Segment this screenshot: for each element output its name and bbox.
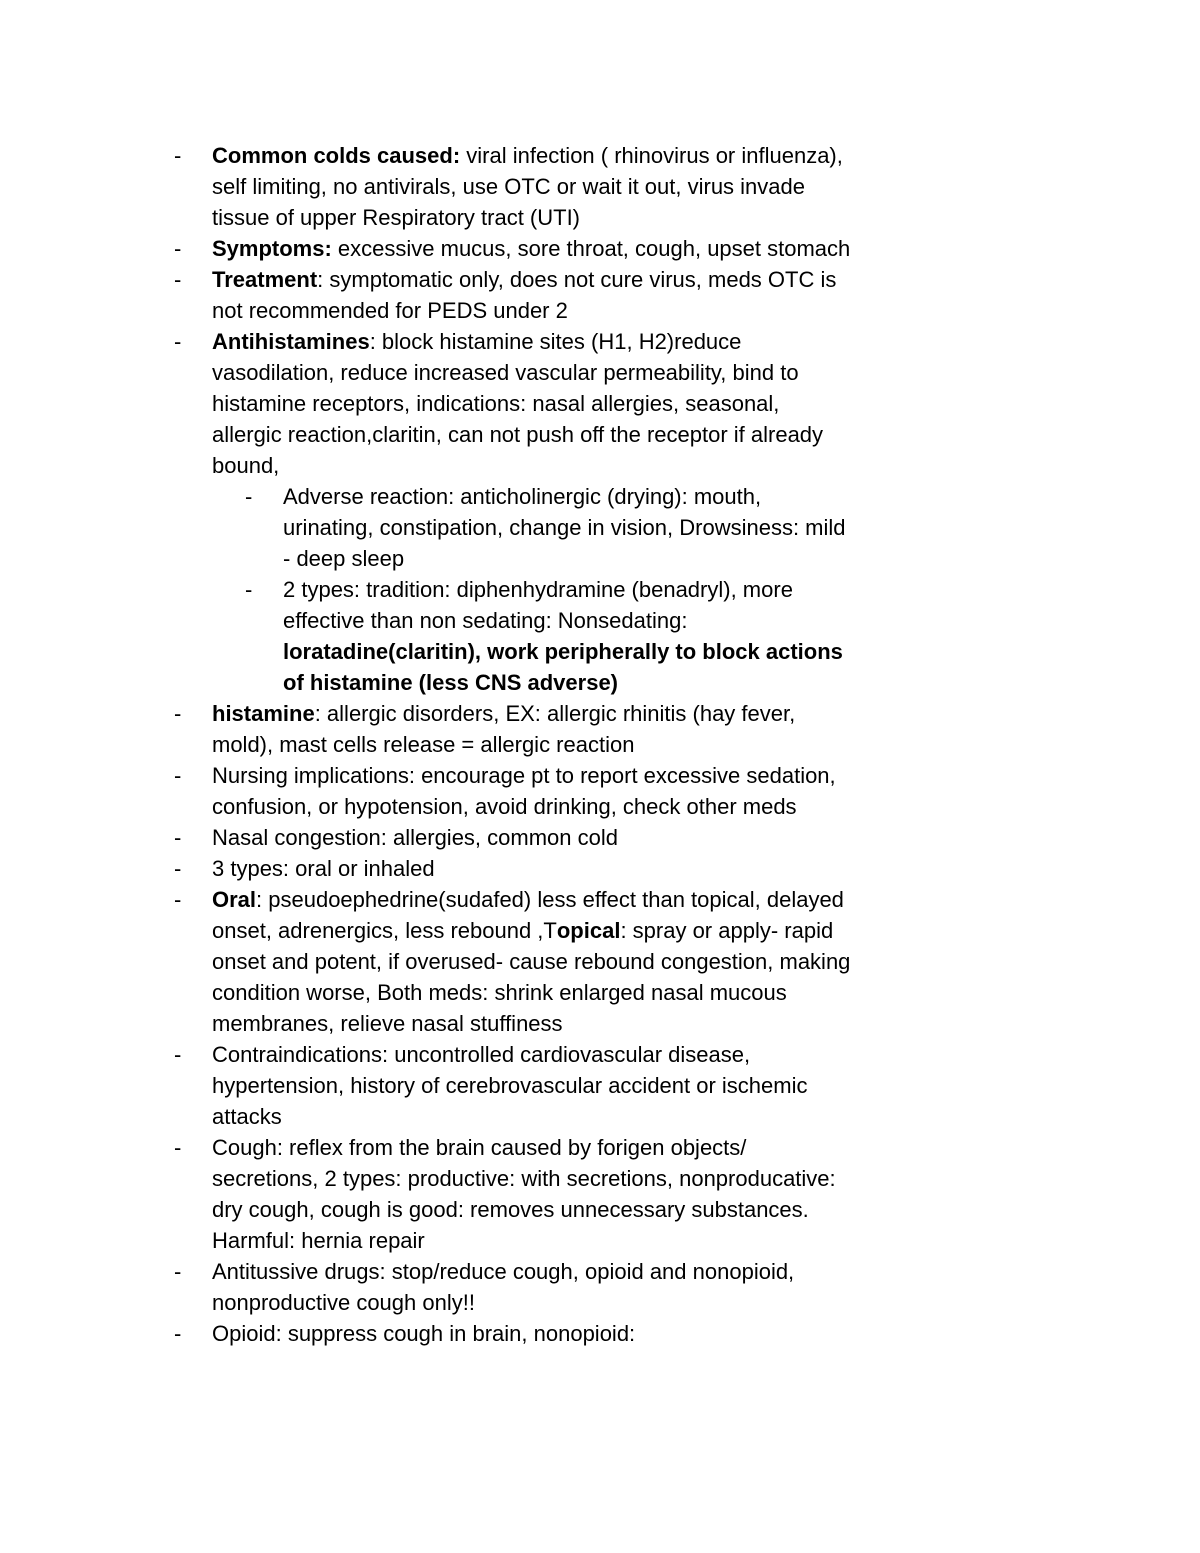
bullet-dash: - [245, 577, 253, 602]
list-item [172, 326, 852, 481]
list-item [172, 853, 852, 884]
list-item [172, 1318, 852, 1349]
body-text: : pseudoephedrine(sudafed) less effect than topical, delayed onset, adrenergics, less rebound ,T [212, 887, 844, 943]
bold-text: Symptoms: [212, 236, 332, 261]
body-text: 3 types: oral or inhaled [212, 856, 435, 881]
bullet-dash: - [174, 267, 182, 292]
body-text: Contraindications: uncontrolled cardiovascular disease, hypertension, history of cerebrovascular accident or ischemic attacks [212, 1042, 808, 1129]
bullet-dash: - [245, 484, 253, 509]
bold-text: Common colds caused: [212, 143, 461, 168]
bullet-dash: - [174, 701, 182, 726]
bold-text: loratadine(claritin), work peripherally to block actions of histamine (less CNS adverse) [283, 639, 843, 695]
body-text: : spray or apply- rapid onset and potent, if overused- cause rebound congestion, making condition worse, Both meds: shrink enlarged nasal mucous membranes, relieve nasal stuffiness [212, 918, 851, 1036]
list-item [172, 1256, 852, 1318]
bullet-dash: - [174, 1259, 182, 1284]
bullet-dash: - [174, 856, 182, 881]
list-item [172, 1039, 852, 1132]
list-item [172, 233, 852, 264]
list-item [172, 760, 852, 822]
list-item [172, 1132, 852, 1256]
body-text: Adverse reaction: anticholinergic (drying): mouth, urinating, constipation, change in vision, Drowsiness: mild - deep sleep [283, 484, 846, 571]
bold-text: Oral [212, 887, 257, 912]
list-item [172, 884, 852, 1039]
body-text: Nasal congestion: allergies, common cold [212, 825, 618, 850]
bullet-dash: - [174, 236, 182, 261]
body-text: : symptomatic only, does not cure virus, meds OTC is not recommended for PEDS under 2 [212, 267, 837, 323]
sub-list-item [243, 481, 852, 574]
body-text: : allergic disorders, EX: allergic rhinitis (hay fever, mold), mast cells release = allergic reaction [212, 701, 796, 757]
body-text: Opioid: suppress cough in brain, nonopioid: [212, 1321, 636, 1346]
body-text: excessive mucus, sore throat, cough, upset stomach [331, 236, 851, 261]
bold-text: Antihistamines [212, 329, 370, 354]
bullet-list [172, 140, 852, 1349]
bold-text: Treatment [212, 267, 318, 292]
body-text: viral infection ( rhinovirus or influenza), self limiting, no antivirals, use OTC or wait it out, virus invade tissue of upper Respiratory tract (UTI) [212, 143, 843, 230]
body-text: Nursing implications: encourage pt to report excessive sedation, confusion, or hypotension, avoid drinking, check other meds [212, 763, 836, 819]
bullet-dash: - [174, 143, 182, 168]
bullet-dash: - [174, 1042, 182, 1067]
sub-list-item [243, 574, 852, 698]
bullet-dash: - [174, 887, 182, 912]
bold-text: opical [556, 918, 621, 943]
body-text: 2 types: tradition: diphenhydramine (benadryl), more effective than non sedating: Nonsedating: [283, 577, 793, 633]
bullet-dash: - [174, 1321, 182, 1346]
list-item [172, 140, 852, 233]
list-item [172, 822, 852, 853]
bold-text: histamine [212, 701, 315, 726]
body-text: Cough: reflex from the brain caused by forigen objects/ secretions, 2 types: productive: with secretions, nonproducative: dry cough, cough is good: removes unnecessary substances. Harmful: hernia repair [212, 1135, 836, 1253]
body-text: : block histamine sites (H1, H2)reduce vasodilation, reduce increased vascular permeability, bind to histamine receptors, indications: nasal allergies, seasonal, allergic reaction,claritin, can not push off the receptor if already bound, [212, 329, 824, 478]
bullet-dash: - [174, 1135, 182, 1160]
list-item [172, 698, 852, 760]
bullet-dash: - [174, 825, 182, 850]
list-item [172, 264, 852, 326]
bullet-dash: - [174, 329, 182, 354]
bullet-dash: - [174, 763, 182, 788]
body-text: Antitussive drugs: stop/reduce cough, opioid and nonopioid, nonproductive cough only!! [212, 1259, 795, 1315]
